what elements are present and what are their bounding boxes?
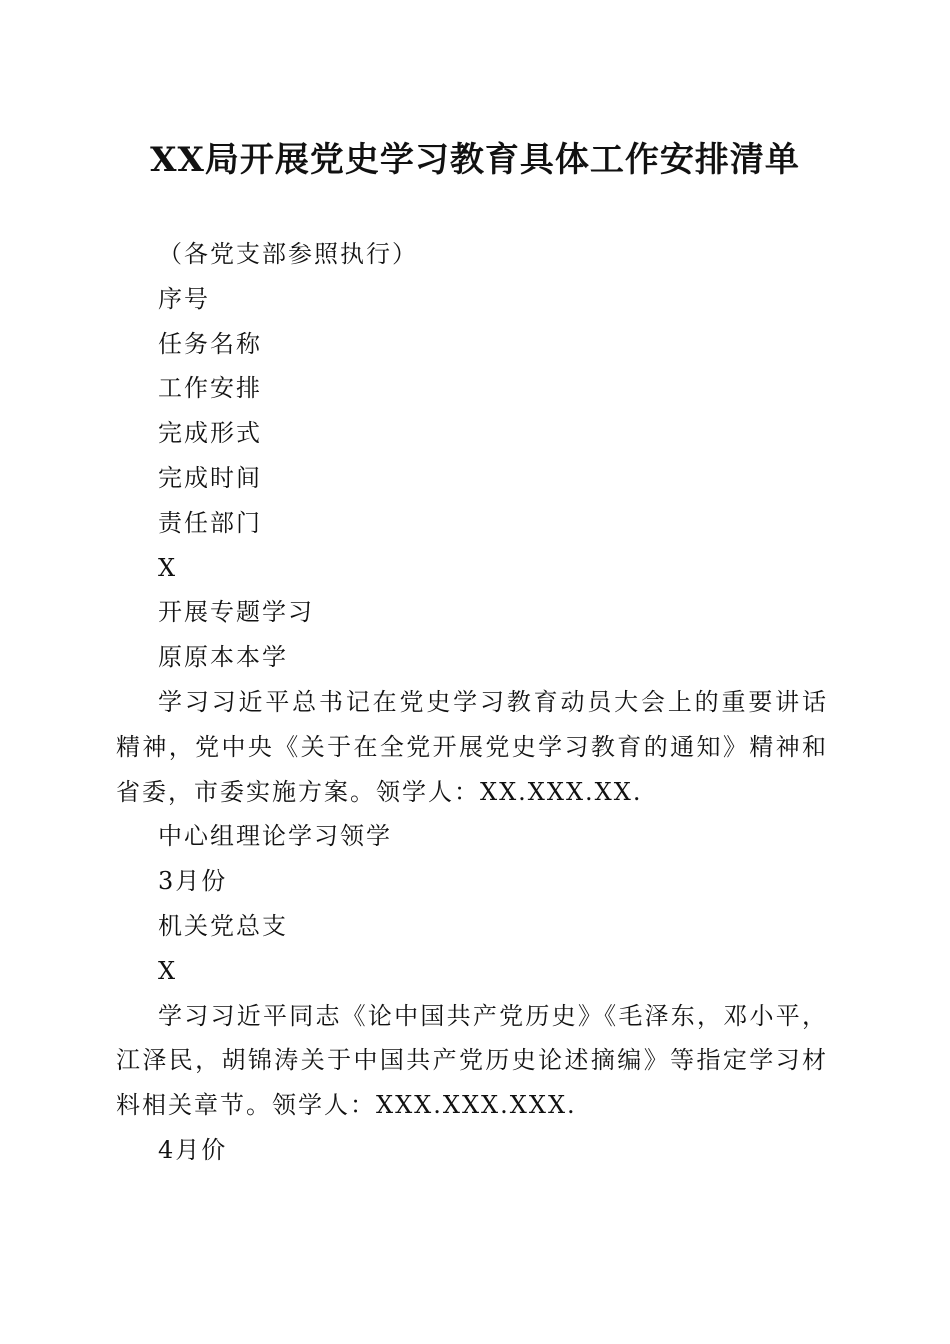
row-arrangement-detail: 学习习近平总书记在党史学习教育动员大会上的重要讲话精神，党中央《关于在全党开展党史学习教育的通知》精神和省委，市委实施方案。领学人：XX.XXX.XX.	[116, 687, 828, 806]
row-responsible-dept: 机关党总支	[158, 911, 288, 940]
note-executing-reference: （各党支部参照执行）	[158, 240, 418, 268]
header-work-arrangement: 工作安排	[158, 374, 262, 403]
document-body	[116, 232, 828, 1173]
row-subtask: 原原本本学	[158, 643, 288, 672]
header-completion-time: 完成时间	[158, 463, 262, 492]
row-serial: X	[158, 553, 178, 582]
header-completion-form: 完成形式	[158, 419, 262, 448]
document-title: XX局开展党史学习教育具体工作安排清单	[150, 140, 800, 180]
header-serial-number: 序号	[158, 284, 210, 313]
row-completion-time-2: 4月价	[158, 1135, 228, 1164]
row-completion-time: 3月份	[158, 867, 228, 896]
row-serial-2: X	[158, 956, 178, 985]
row-arrangement-detail-2: 学习习近平同志《论中国共产党历史》《毛泽东，邓小平，江泽民，胡锦涛关于中国共产党历史论述摘编》等指定学习材料相关章节。领学人：XXX.XXX.XXX.	[116, 1001, 828, 1120]
row-task-name: 开展专题学习	[158, 598, 314, 627]
header-responsible-dept: 责任部门	[158, 508, 262, 537]
row-completion-form: 中心组理论学习领学	[158, 822, 392, 851]
header-task-name: 任务名称	[158, 329, 262, 358]
